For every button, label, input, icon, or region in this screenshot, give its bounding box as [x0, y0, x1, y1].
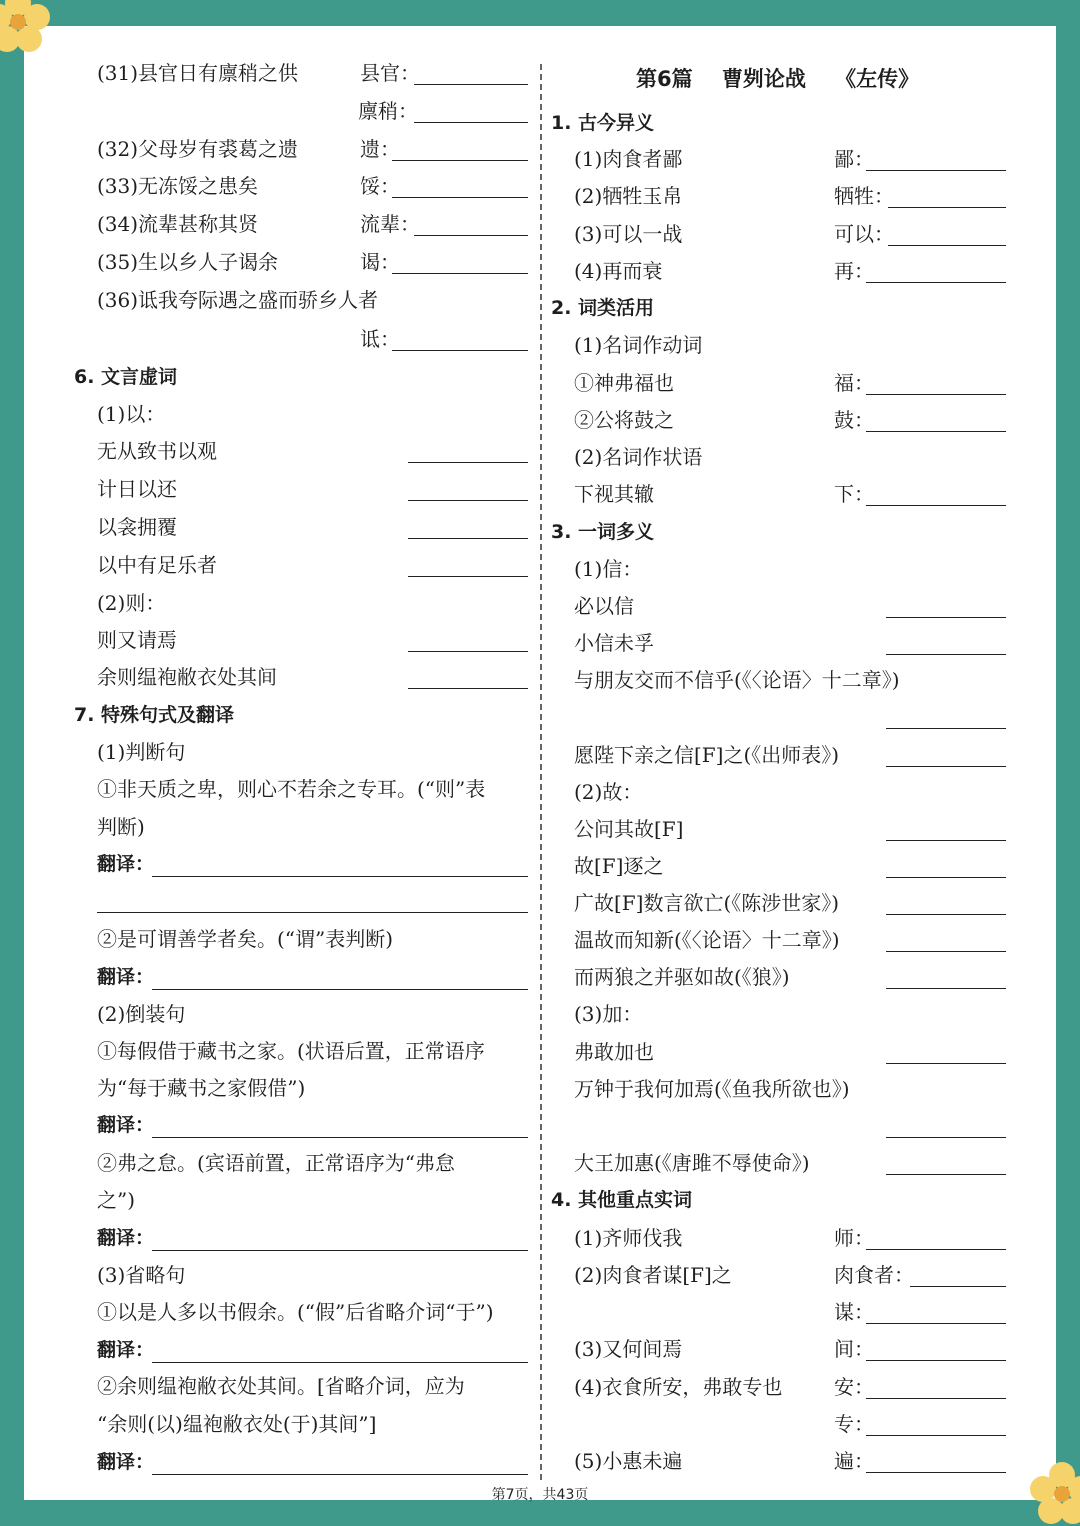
- item-34: (34)流辈甚称其贤: [97, 212, 259, 236]
- label-fu: 福：: [834, 371, 874, 395]
- answer-line-xin-3[interactable]: [886, 728, 1006, 729]
- sentence-7-2a-line1: ①每假借于藏书之家。(状语后置，正常语序: [97, 1039, 485, 1063]
- translation-line[interactable]: [152, 876, 528, 877]
- answer-line-yi-4[interactable]: [408, 576, 528, 577]
- sub-heading-yi: (1)以：: [97, 402, 166, 426]
- example-xin-3: 与朋友交而不信乎(《〈论语〉十二章》): [574, 668, 900, 692]
- sentence-7-2b-line1: ②弗之怠。(宾语前置，正常语序为“弗怠: [97, 1151, 456, 1175]
- answer-line-gu[interactable]: [866, 431, 1006, 432]
- item-33: (33)无冻馁之患矣: [97, 174, 259, 198]
- phrase-2-1a: ①神弗福也: [574, 371, 674, 395]
- answer-line-roushizhe[interactable]: [910, 1286, 1006, 1287]
- answer-line-liubei[interactable]: [414, 235, 528, 236]
- label-bian: 遍：: [834, 1449, 874, 1473]
- example-jia-2: 万钟于我何加焉(《鱼我所欲也》): [574, 1077, 850, 1101]
- page-number: 第7页，共43页: [491, 1487, 589, 1503]
- answer-line-yi-2[interactable]: [408, 500, 528, 501]
- sentence-7-2a-line2: 为“每于藏书之家假借”): [97, 1076, 306, 1100]
- answer-line-jian[interactable]: [866, 1360, 1006, 1361]
- answer-line-di[interactable]: [392, 350, 528, 351]
- translation-label: 翻译：: [97, 1227, 155, 1249]
- label-zai: 再：: [834, 259, 874, 283]
- translation-label: 翻译：: [97, 853, 155, 875]
- answer-line-gu-4[interactable]: [886, 951, 1006, 952]
- answer-line-bian[interactable]: [866, 1472, 1006, 1473]
- phrase-4-3: (3)又何间焉: [574, 1337, 683, 1361]
- translation-line[interactable]: [152, 1250, 528, 1251]
- phrase-4-5: (5)小惠未遍: [574, 1449, 683, 1473]
- sentence-7-3b-line1: ②余则缊袍敝衣处其间。[省略介词，应为: [97, 1374, 465, 1398]
- translation-line[interactable]: [152, 1137, 528, 1138]
- sentence-7-2b-line2: 之”): [97, 1188, 136, 1212]
- answer-line-linshao[interactable]: [414, 122, 528, 123]
- answer-line-gu-3[interactable]: [886, 914, 1006, 915]
- example-xin-1: 必以信: [574, 594, 634, 618]
- translation-line[interactable]: [97, 912, 528, 913]
- sentence-7-1a-line1: ①非天质之卑，则心不若余之专耳。(“则”表: [97, 777, 486, 801]
- sentence-7-3a: ①以是人多以书假余。(“假”后省略介词“于”): [97, 1300, 494, 1324]
- answer-line-zai[interactable]: [866, 282, 1006, 283]
- phrase-2-1b: ②公将鼓之: [574, 408, 674, 432]
- column-divider: [540, 64, 542, 1480]
- answer-line-jia-1[interactable]: [886, 1063, 1006, 1064]
- example-ze-1: 则又请焉: [97, 628, 177, 652]
- example-jia-1: 弗敢加也: [574, 1040, 654, 1064]
- translation-line[interactable]: [152, 1362, 528, 1363]
- label-wei: 遗：: [360, 137, 400, 161]
- sub-heading-2-2: (2)名词作状语: [574, 445, 703, 469]
- label-nei: 馁：: [360, 174, 400, 198]
- label-an: 安：: [834, 1375, 874, 1399]
- example-gu-5: 而两狼之并驱如故(《狼》): [574, 965, 790, 989]
- answer-line-xisheng[interactable]: [888, 207, 1006, 208]
- phrase-4-2: (2)肉食者谋[F]之: [574, 1263, 732, 1287]
- example-jia-3: 大王加惠(《唐雎不辱使命》): [574, 1151, 810, 1175]
- answer-line-gu-5[interactable]: [886, 988, 1006, 989]
- chapter-title: 第6篇 曹刿论战 《左传》: [636, 67, 920, 91]
- answer-line-keyi[interactable]: [888, 245, 1006, 246]
- example-gu-4: 温故而知新(《〈论语〉十二章》): [574, 928, 840, 952]
- example-xin-2: 小信未孚: [574, 631, 654, 655]
- section-heading-2: 2. 词类活用: [551, 297, 655, 319]
- sub-heading-gu: (2)故：: [574, 780, 643, 804]
- answer-line-xin-1[interactable]: [886, 617, 1006, 618]
- example-ze-2: 余则缊袍敝衣处其间: [97, 665, 277, 689]
- sentence-7-1a-line2: 判断): [97, 815, 145, 839]
- sub-heading-jia: (3)加：: [574, 1002, 643, 1026]
- example-yi-4: 以中有足乐者: [97, 553, 217, 577]
- phrase-1-3: (3)可以一战: [574, 222, 683, 246]
- answer-line-xin-4[interactable]: [886, 766, 1006, 767]
- label-liubei: 流辈：: [360, 212, 420, 236]
- example-gu-1: 公问其故[F]: [574, 817, 684, 841]
- label-di: 诋：: [360, 327, 400, 351]
- flower-decoration-top-left: [0, 0, 50, 54]
- example-yi-2: 计日以还: [97, 477, 177, 501]
- translation-label: 翻译：: [97, 1451, 155, 1473]
- label-bi: 鄙：: [834, 147, 874, 171]
- item-36: (36)诋我夸际遇之盛而骄乡人者: [97, 288, 379, 312]
- label-jian: 间：: [834, 1337, 874, 1361]
- sentence-7-3b-line2: “余则(以)缊袍敝衣处(于)其间”]: [97, 1412, 377, 1436]
- translation-label: 翻译：: [97, 1339, 155, 1361]
- label-linshao: 廪稍：: [358, 99, 418, 123]
- answer-line-ye[interactable]: [392, 273, 528, 274]
- item-31: (31)县官日有廪稍之供: [97, 61, 299, 85]
- label-xianguan: 县官：: [360, 61, 420, 85]
- label-xia: 下：: [834, 482, 874, 506]
- answer-line-jia-2[interactable]: [886, 1137, 1006, 1138]
- translation-line[interactable]: [152, 989, 528, 990]
- phrase-4-4: (4)衣食所安，弗敢专也: [574, 1375, 783, 1399]
- label-zhuan: 专：: [834, 1412, 874, 1436]
- sub-heading-2-1: (1)名词作动词: [574, 333, 703, 357]
- label-ye: 谒：: [360, 250, 400, 274]
- label-keyi: 可以：: [834, 222, 894, 246]
- sentence-7-1b: ②是可谓善学者矣。(“谓”表判断): [97, 927, 394, 951]
- phrase-1-1: (1)肉食者鄙: [574, 147, 683, 171]
- section-heading-4: 4. 其他重点实词: [551, 1189, 693, 1211]
- sub-heading-shenglue: (3)省略句: [97, 1263, 186, 1287]
- answer-line-xianguan[interactable]: [414, 84, 528, 85]
- answer-line-ze-1[interactable]: [408, 651, 528, 652]
- label-mou: 谋：: [834, 1300, 874, 1324]
- example-gu-2: 故[F]逐之: [574, 854, 664, 878]
- answer-line-nei[interactable]: [392, 197, 528, 198]
- translation-line[interactable]: [152, 1474, 528, 1475]
- answer-line-fu[interactable]: [866, 394, 1006, 395]
- answer-line-xin-2[interactable]: [886, 654, 1006, 655]
- answer-line-jia-3[interactable]: [886, 1174, 1006, 1175]
- answer-line-xia[interactable]: [866, 505, 1006, 506]
- section-heading-7: 7. 特殊句式及翻译: [74, 704, 235, 726]
- answer-line-zhuan[interactable]: [866, 1435, 1006, 1436]
- answer-line-yi-3[interactable]: [408, 538, 528, 539]
- sub-heading-panduan: (1)判断句: [97, 740, 186, 764]
- label-roushizhe: 肉食者：: [834, 1263, 914, 1287]
- example-yi-3: 以衾拥覆: [97, 515, 177, 539]
- item-32: (32)父母岁有裘葛之遗: [97, 137, 299, 161]
- answer-line-mou[interactable]: [866, 1323, 1006, 1324]
- item-35: (35)生以乡人子谒余: [97, 250, 279, 274]
- answer-line-wei[interactable]: [392, 160, 528, 161]
- sub-heading-ze: (2)则：: [97, 591, 166, 615]
- example-gu-3: 广故[F]数言欲亡(《陈涉世家》): [574, 891, 840, 915]
- answer-line-gu-1[interactable]: [886, 840, 1006, 841]
- answer-line-ze-2[interactable]: [408, 688, 528, 689]
- sub-heading-xin: (1)信：: [574, 557, 643, 581]
- sub-heading-daozhuang: (2)倒装句: [97, 1002, 186, 1026]
- answer-line-shi[interactable]: [866, 1249, 1006, 1250]
- example-yi-1: 无从致书以观: [97, 439, 217, 463]
- phrase-4-1: (1)齐师伐我: [574, 1226, 683, 1250]
- phrase-1-4: (4)再而衰: [574, 259, 663, 283]
- example-xin-4: 愿陛下亲之信[F]之(《出师表》): [574, 743, 840, 767]
- phrase-2-2a: 下视其辙: [574, 482, 654, 506]
- section-heading-3: 3. 一词多义: [551, 521, 655, 543]
- label-shi: 师：: [834, 1226, 874, 1250]
- label-xisheng: 牺牲：: [834, 184, 894, 208]
- answer-line-bi[interactable]: [866, 170, 1006, 171]
- section-heading-1: 1. 古今异义: [551, 112, 655, 134]
- answer-line-an[interactable]: [866, 1398, 1006, 1399]
- section-heading-6: 6. 文言虚词: [74, 366, 178, 388]
- label-gu: 鼓：: [834, 408, 874, 432]
- translation-label: 翻译：: [97, 966, 155, 988]
- answer-line-yi-1[interactable]: [408, 462, 528, 463]
- translation-label: 翻译：: [97, 1114, 155, 1136]
- answer-line-gu-2[interactable]: [886, 877, 1006, 878]
- phrase-1-2: (2)牺牲玉帛: [574, 184, 683, 208]
